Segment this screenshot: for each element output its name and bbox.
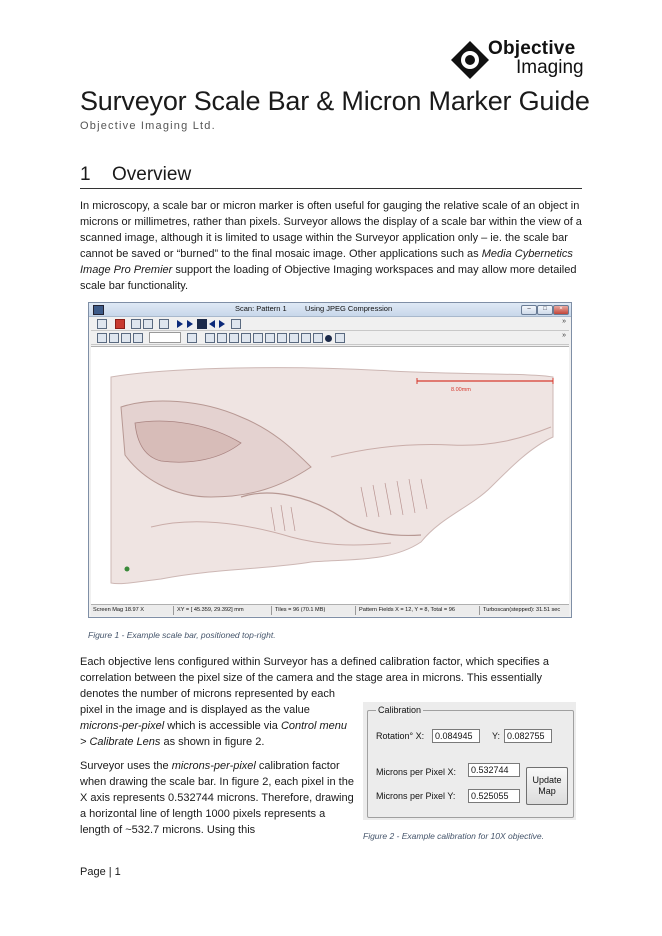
window-titlebar bbox=[89, 303, 571, 317]
status-turboscan: Turboscan(stepped): 31.51 sec bbox=[483, 607, 561, 613]
rotation-y-input[interactable] bbox=[504, 729, 552, 743]
scan-window bbox=[88, 302, 572, 618]
status-xy-position: XY = [ 45.359, 29.392] mm bbox=[175, 606, 272, 615]
scan-image-canvas[interactable] bbox=[91, 346, 569, 607]
magnify-icon[interactable] bbox=[289, 333, 299, 343]
rotation-x-label: Rotation° X: bbox=[376, 731, 425, 741]
globe-icon[interactable] bbox=[121, 333, 131, 343]
document-subtitle: Objective Imaging Ltd. bbox=[80, 120, 216, 132]
logo-diamond-icon bbox=[450, 40, 490, 80]
figure2-caption: Figure 2 - Example calibration for 10X objective. bbox=[363, 831, 544, 841]
region-icon[interactable] bbox=[241, 333, 251, 343]
scale-bar-label: 8.00mm bbox=[451, 387, 471, 393]
rotation-x-input[interactable] bbox=[432, 729, 480, 743]
move-icon[interactable] bbox=[217, 333, 227, 343]
microns-per-pixel-y-label: Microns per Pixel Y: bbox=[376, 791, 456, 801]
section-heading bbox=[80, 164, 582, 189]
rotation-y-label: Y: bbox=[492, 731, 501, 741]
emphasis-microns-per-pixel: microns-per-pixel bbox=[80, 720, 165, 732]
emphasis-menu-path: Control menu > Calibrate Lens bbox=[80, 720, 347, 748]
calibrate-icon[interactable] bbox=[313, 333, 323, 343]
pin-icon[interactable] bbox=[335, 333, 345, 343]
rectangle-icon[interactable] bbox=[253, 333, 263, 343]
toolbar-overflow-icon[interactable]: » bbox=[562, 318, 566, 325]
zoom-dropdown[interactable] bbox=[149, 332, 181, 343]
rewind-icon[interactable] bbox=[209, 320, 215, 328]
pointer-icon[interactable] bbox=[205, 333, 215, 343]
paragraph-intro: In microscopy, a scale bar or micron marker is often useful for gauging the relative scale of an object in microns or millimetres, rather than pixels. Surveyor allows the display of a scale bar within the view of a scanned image, although it is limited to usage within the Surveyor application only – ie. the scale bar cannot be saved or “burned” to the final mosaic image. Other applications such as Media Cybernetics Image Pro Premier support the loading of Objective Imaging workspaces and may allow more detailed scale bar functionality. bbox=[80, 200, 582, 292]
window-title: Scan: Pattern 1 bbox=[235, 304, 287, 313]
logo-text-imaging: Imaging bbox=[516, 57, 584, 78]
ellipse-icon[interactable] bbox=[265, 333, 275, 343]
status-tiles: Tiles = 96 (70.1 MB) bbox=[273, 606, 356, 615]
step-icon[interactable] bbox=[187, 320, 193, 328]
minimize-button[interactable]: – bbox=[521, 305, 537, 315]
status-bar bbox=[91, 604, 569, 616]
delete-icon[interactable] bbox=[115, 319, 125, 329]
hand-icon[interactable] bbox=[277, 333, 287, 343]
zoom-icon[interactable] bbox=[109, 333, 119, 343]
toolbar-overflow-icon-2[interactable]: » bbox=[562, 332, 566, 339]
document-title: Surveyor Scale Bar & Micron Marker Guide bbox=[80, 86, 590, 116]
monitor-icon[interactable] bbox=[97, 333, 107, 343]
status-pattern-fields: Pattern Fields X = 12, Y = 8, Total = 96 bbox=[357, 606, 480, 615]
filter-icon[interactable] bbox=[143, 319, 153, 329]
section-title: Overview bbox=[112, 164, 192, 185]
save-icon[interactable] bbox=[133, 333, 143, 343]
emphasis-microns-per-pixel-2: microns-per-pixel bbox=[171, 760, 256, 772]
measure-icon[interactable] bbox=[301, 333, 311, 343]
stop-icon[interactable] bbox=[197, 319, 207, 329]
window-compression: Using JPEG Compression bbox=[305, 304, 393, 313]
app-icon bbox=[93, 305, 104, 315]
settings-icon[interactable] bbox=[231, 319, 241, 329]
figure1-caption: Figure 1 - Example scale bar, positioned top-right. bbox=[88, 630, 276, 640]
close-button[interactable]: × bbox=[553, 305, 569, 315]
marker-dot-icon[interactable] bbox=[325, 335, 332, 342]
update-map-button[interactable]: Update Map bbox=[526, 767, 568, 805]
microns-per-pixel-x-input[interactable] bbox=[468, 763, 520, 777]
logo-text-objective: Objective bbox=[488, 38, 576, 59]
maximize-button[interactable]: □ bbox=[537, 305, 553, 315]
microns-per-pixel-y-input[interactable] bbox=[468, 789, 520, 803]
forward-icon[interactable] bbox=[219, 320, 225, 328]
calibration-panel bbox=[363, 702, 576, 820]
page-number: Page | 1 bbox=[80, 866, 121, 878]
select-icon[interactable] bbox=[229, 333, 239, 343]
toolbar-top bbox=[91, 317, 569, 331]
tissue-section-image bbox=[91, 347, 569, 607]
frame-icon[interactable] bbox=[159, 319, 169, 329]
calibration-group-label: Calibration bbox=[378, 705, 422, 715]
paragraph-calibration-intro: Each objective lens configured within Surveyor has a defined calibration factor, which specifies a correlation between the pixel size of the camera and the stage area in microns. This essentially bbox=[80, 656, 549, 684]
emphasis-app-name: Media Cybernetics Image Pro Premier bbox=[80, 248, 573, 276]
calibration-groupbox bbox=[367, 705, 574, 818]
company-logo bbox=[448, 38, 584, 82]
play-icon[interactable] bbox=[177, 320, 183, 328]
paragraph-scale-bar-calculation: Surveyor uses the microns-per-pixel calibration factor when drawing the scale bar. In figure 2, each pixel in the X axis represents 0.532744 microns. Therefore, drawing a horizontal line of length 1000 pixels represents a length of ~532.7 microns. Using this bbox=[80, 760, 354, 836]
crop-icon[interactable] bbox=[97, 319, 107, 329]
section-number: 1 bbox=[80, 164, 91, 185]
status-screen-mag: Screen Mag 18.97 X bbox=[91, 606, 174, 615]
image-icon[interactable] bbox=[131, 319, 141, 329]
edit-icon[interactable] bbox=[187, 333, 197, 343]
paragraph-microns-per-pixel: denotes the number of microns represented by each pixel in the image and is displayed as the value microns-per-pixel which is accessible via Control menu > Calibrate Lens as shown in figure 2. bbox=[80, 688, 347, 748]
microns-per-pixel-x-label: Microns per Pixel X: bbox=[376, 767, 457, 777]
toolbar-bottom bbox=[91, 331, 569, 345]
